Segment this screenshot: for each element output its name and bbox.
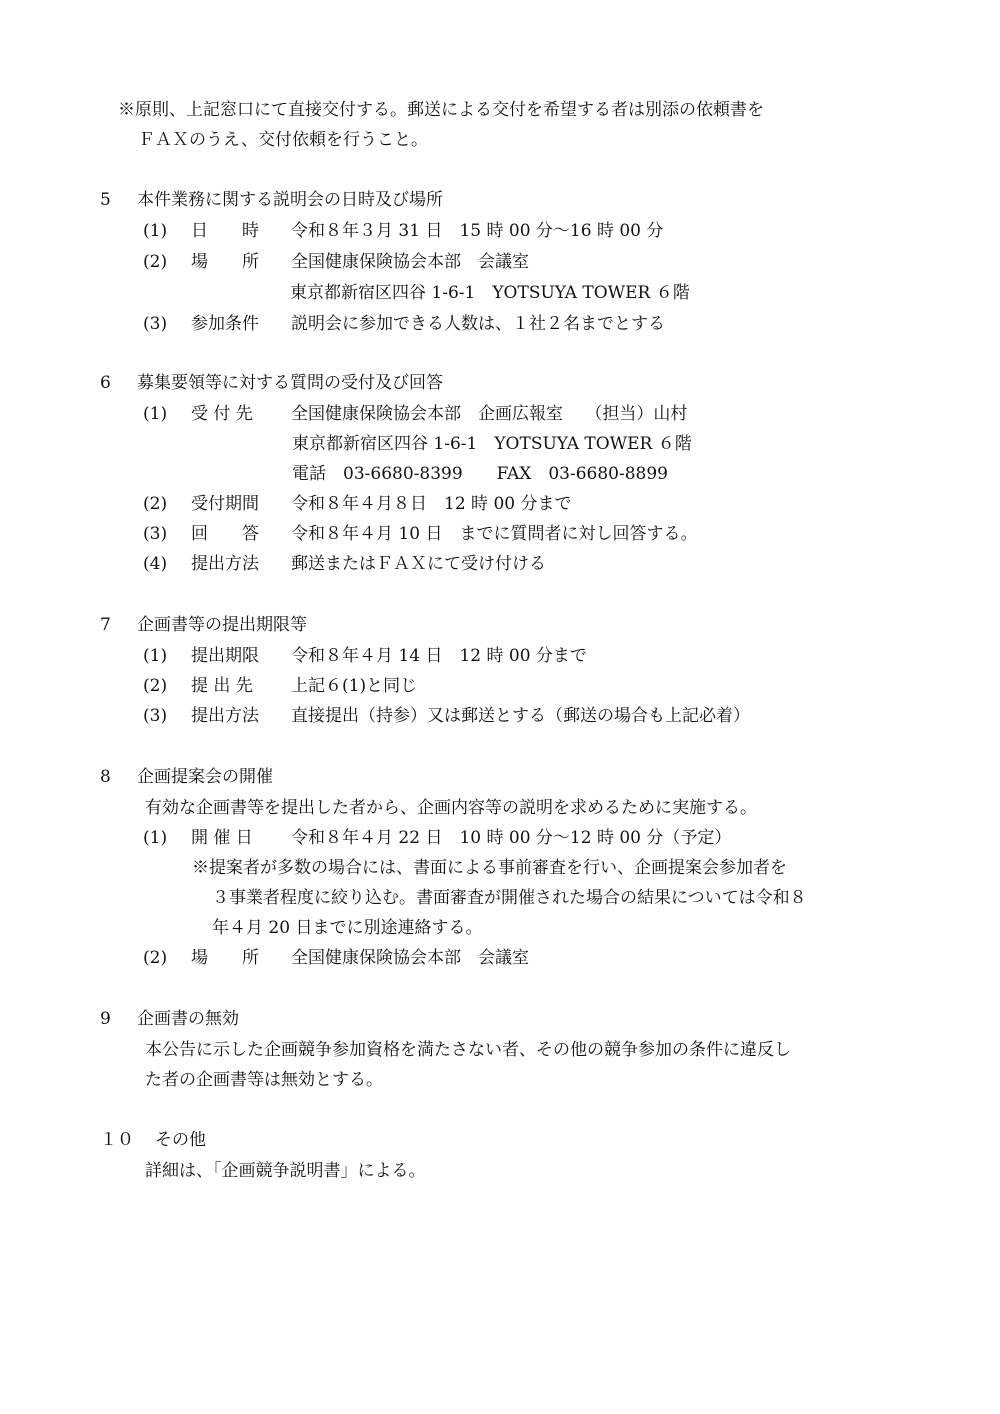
item-label: 受付期間 <box>191 494 259 514</box>
section-title: その他 <box>155 1130 206 1150</box>
item-number: (4) <box>143 554 168 574</box>
section-6-item-1-contact: 電話 03-6680-8399 FAX 03-6680-8899 <box>292 464 668 484</box>
item-label: 日 時 <box>191 221 259 241</box>
item-number: (3) <box>143 524 168 544</box>
item-number: (3) <box>143 706 168 726</box>
intro-note-line-2: ＦＡＸのうえ、交付依頼を行うこと。 <box>138 130 429 150</box>
item-number: (1) <box>143 404 168 424</box>
item-text: 令和８年４月 10 日 までに質問者に対し回答する。 <box>291 524 698 544</box>
intro-note-line-1: ※原則、上記窓口にて直接交付する。郵送による交付を希望する者は別添の依頼書を <box>118 100 764 120</box>
section-10-body: 詳細は、「企画競争説明書」による。 <box>145 1161 426 1181</box>
section-number: 6 <box>100 373 111 393</box>
section-title: 募集要領等に対する質問の受付及び回答 <box>137 373 443 393</box>
item-label: 回 答 <box>191 524 259 544</box>
section-title: 本件業務に関する説明会の日時及び場所 <box>137 190 443 210</box>
item-number: (2) <box>143 252 168 272</box>
item-label: 提出期限 <box>191 646 259 666</box>
section-number: 9 <box>100 1009 111 1029</box>
section-6-item-1-address: 東京都新宿区四谷 1-6-1 YOTSUYA TOWER ６階 <box>292 434 692 454</box>
item-text: 郵送またはＦＡＸにて受け付ける <box>291 554 546 574</box>
item-label: 受 付 先 <box>191 404 253 424</box>
section-number: １０ <box>100 1130 134 1150</box>
item-text: 直接提出（持参）又は郵送とする（郵送の場合も上記必着） <box>291 706 750 726</box>
item-text: 令和８年４月８日 12 時 00 分まで <box>291 494 572 514</box>
item-text: 全国健康保険協会本部 会議室 <box>291 252 529 272</box>
item-number: (2) <box>143 494 168 514</box>
item-number: (1) <box>143 646 168 666</box>
item-label: 開 催 日 <box>191 828 253 848</box>
item-label: 提出方法 <box>191 706 259 726</box>
section-8-body: 有効な企画書等を提出した者から、企画内容等の説明を求めるために実施する。 <box>145 798 757 818</box>
item-text: 説明会に参加できる人数は、１社２名までとする <box>291 314 665 334</box>
section-9-body-line-1: 本公告に示した企画競争参加資格を満たさない者、その他の競争参加の条件に違反し <box>145 1040 791 1060</box>
item-number: (2) <box>143 948 168 968</box>
item-number: (2) <box>143 676 168 696</box>
item-text: 令和８年４月 14 日 12 時 00 分まで <box>291 646 587 666</box>
item-label: 提 出 先 <box>191 676 253 696</box>
section-number: 5 <box>100 190 111 210</box>
item-text: 全国健康保険協会本部 会議室 <box>291 948 529 968</box>
item-text: 全国健康保険協会本部 企画広報室 （担当）山村 <box>291 404 688 424</box>
item-text: 令和８年３月 31 日 15 時 00 分～16 時 00 分 <box>291 221 664 241</box>
item-label: 場 所 <box>191 252 259 272</box>
section-5-item-2-address: 東京都新宿区四谷 1-6-1 YOTSUYA TOWER ６階 <box>290 283 690 303</box>
section-title: 企画書の無効 <box>137 1009 239 1029</box>
item-text: 上記６(1)と同じ <box>291 676 418 696</box>
item-label: 参加条件 <box>191 314 259 334</box>
item-number: (3) <box>143 314 168 334</box>
section-number: 8 <box>100 767 111 787</box>
section-title: 企画提案会の開催 <box>137 767 273 787</box>
item-text: 令和８年４月 22 日 10 時 00 分～12 時 00 分（予定） <box>291 828 732 848</box>
section-8-note-line-1: ※提案者が多数の場合には、書面による事前審査を行い、企画提案会参加者を <box>192 858 787 878</box>
section-9-body-line-2: た者の企画書等は無効とする。 <box>145 1070 383 1090</box>
section-8-note-line-2: ３事業者程度に絞り込む。書面審査が開催された場合の結果については令和８ <box>212 888 807 908</box>
section-8-note-line-3: 年４月 20 日までに別途連絡する。 <box>212 918 483 938</box>
item-number: (1) <box>143 828 168 848</box>
item-number: (1) <box>143 221 168 241</box>
section-number: 7 <box>100 615 111 635</box>
item-label: 提出方法 <box>191 554 259 574</box>
section-title: 企画書等の提出期限等 <box>137 615 307 635</box>
item-label: 場 所 <box>191 948 259 968</box>
